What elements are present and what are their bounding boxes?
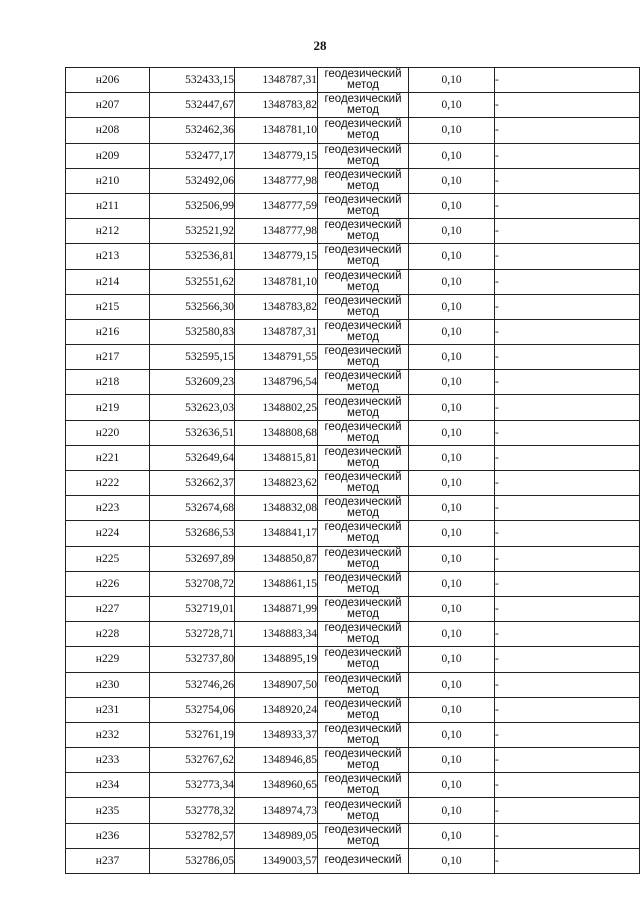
description-cell: - bbox=[495, 521, 640, 546]
y-coordinate-cell: 1348850,87 bbox=[235, 546, 318, 571]
y-coordinate-cell: 1348787,31 bbox=[235, 68, 318, 93]
description-cell: - bbox=[495, 697, 640, 722]
table-row bbox=[66, 445, 640, 470]
precision-cell: 0,10 bbox=[409, 596, 495, 621]
method-text: метод bbox=[347, 154, 379, 167]
precision-cell: 0,10 bbox=[409, 168, 495, 193]
method-text: метод bbox=[347, 431, 379, 444]
y-coordinate-cell: 1348783,82 bbox=[235, 93, 318, 118]
point-id-cell: н216 bbox=[66, 319, 150, 344]
x-coordinate-cell: 532662,37 bbox=[150, 471, 235, 496]
table-row bbox=[66, 244, 640, 269]
x-coordinate-cell: 532623,03 bbox=[150, 395, 235, 420]
point-id-cell: н233 bbox=[66, 748, 150, 773]
precision-cell: 0,10 bbox=[409, 647, 495, 672]
point-id-cell: н230 bbox=[66, 672, 150, 697]
y-coordinate-cell: 1348832,08 bbox=[235, 496, 318, 521]
point-id-cell: н210 bbox=[66, 168, 150, 193]
precision-cell: 0,10 bbox=[409, 370, 495, 395]
point-id-cell: н211 bbox=[66, 193, 150, 218]
y-coordinate-cell: 1348802,25 bbox=[235, 395, 318, 420]
x-coordinate-cell: 532609,23 bbox=[150, 370, 235, 395]
x-coordinate-cell: 532786,05 bbox=[150, 848, 235, 873]
method-text: метод bbox=[347, 456, 379, 469]
point-id-cell: н217 bbox=[66, 345, 150, 370]
method-text: метод bbox=[347, 330, 379, 343]
description-cell: - bbox=[495, 319, 640, 344]
point-id-cell: н231 bbox=[66, 697, 150, 722]
table-row bbox=[66, 571, 640, 596]
method-cell bbox=[318, 546, 409, 571]
x-coordinate-cell: 532746,26 bbox=[150, 672, 235, 697]
x-coordinate-cell: 532778,32 bbox=[150, 798, 235, 823]
x-coordinate-cell: 532477,17 bbox=[150, 143, 235, 168]
x-coordinate-cell: 532697,89 bbox=[150, 546, 235, 571]
method-cell bbox=[318, 370, 409, 395]
point-id-cell: н208 bbox=[66, 118, 150, 143]
x-coordinate-cell: 532506,99 bbox=[150, 193, 235, 218]
method-text: геодезический bbox=[324, 168, 402, 181]
precision-cell: 0,10 bbox=[409, 193, 495, 218]
method-text: метод bbox=[347, 658, 379, 671]
method-text: геодезический bbox=[324, 269, 402, 282]
method-text: метод bbox=[347, 582, 379, 595]
precision-cell: 0,10 bbox=[409, 93, 495, 118]
method-text: геодезический bbox=[324, 773, 402, 786]
y-coordinate-cell: 1348933,37 bbox=[235, 722, 318, 747]
y-coordinate-cell: 1349003,57 bbox=[235, 848, 318, 873]
method-cell bbox=[318, 294, 409, 319]
y-coordinate-cell: 1348871,99 bbox=[235, 596, 318, 621]
x-coordinate-cell: 532580,83 bbox=[150, 319, 235, 344]
x-coordinate-cell: 532433,15 bbox=[150, 68, 235, 93]
description-cell: - bbox=[495, 395, 640, 420]
method-text: геодезический bbox=[324, 319, 402, 332]
method-text: геодезический bbox=[324, 395, 402, 408]
description-cell: - bbox=[495, 294, 640, 319]
x-coordinate-cell: 532737,80 bbox=[150, 647, 235, 672]
description-cell: - bbox=[495, 193, 640, 218]
precision-cell: 0,10 bbox=[409, 697, 495, 722]
precision-cell: 0,10 bbox=[409, 798, 495, 823]
method-text: метод bbox=[347, 129, 379, 142]
precision-cell: 0,10 bbox=[409, 672, 495, 697]
precision-cell: 0,10 bbox=[409, 521, 495, 546]
method-text: метод bbox=[347, 205, 379, 218]
method-text: метод bbox=[347, 280, 379, 293]
point-id-cell: н225 bbox=[66, 546, 150, 571]
method-text: геодезический bbox=[324, 420, 402, 433]
method-text: геодезический bbox=[324, 521, 402, 534]
table-row bbox=[66, 823, 640, 848]
description-cell: - bbox=[495, 722, 640, 747]
x-coordinate-cell: 532521,92 bbox=[150, 219, 235, 244]
description-cell: - bbox=[495, 93, 640, 118]
precision-cell: 0,10 bbox=[409, 118, 495, 143]
table-row bbox=[66, 798, 640, 823]
method-text: метод bbox=[347, 406, 379, 419]
table-row bbox=[66, 168, 640, 193]
x-coordinate-cell: 532708,72 bbox=[150, 571, 235, 596]
precision-cell: 0,10 bbox=[409, 244, 495, 269]
method-text: метод bbox=[347, 708, 379, 721]
method-cell bbox=[318, 647, 409, 672]
precision-cell: 0,10 bbox=[409, 420, 495, 445]
method-text: метод bbox=[347, 784, 379, 797]
point-id-cell: н223 bbox=[66, 496, 150, 521]
x-coordinate-cell: 532566,30 bbox=[150, 294, 235, 319]
y-coordinate-cell: 1348781,10 bbox=[235, 118, 318, 143]
x-coordinate-cell: 532595,15 bbox=[150, 345, 235, 370]
x-coordinate-cell: 532767,62 bbox=[150, 748, 235, 773]
table-body bbox=[66, 68, 640, 874]
method-text: метод bbox=[347, 809, 379, 822]
point-id-cell: н214 bbox=[66, 269, 150, 294]
description-cell: - bbox=[495, 118, 640, 143]
y-coordinate-cell: 1348787,31 bbox=[235, 319, 318, 344]
x-coordinate-cell: 532551,62 bbox=[150, 269, 235, 294]
table-row bbox=[66, 118, 640, 143]
method-text: метод bbox=[347, 179, 379, 192]
x-coordinate-cell: 532674,68 bbox=[150, 496, 235, 521]
description-cell: - bbox=[495, 647, 640, 672]
coordinates-table bbox=[65, 67, 640, 874]
method-text: метод bbox=[347, 608, 379, 621]
method-text: геодезический bbox=[324, 748, 402, 761]
method-cell bbox=[318, 697, 409, 722]
y-coordinate-cell: 1348920,24 bbox=[235, 697, 318, 722]
x-coordinate-cell: 532649,64 bbox=[150, 445, 235, 470]
description-cell: - bbox=[495, 496, 640, 521]
precision-cell: 0,10 bbox=[409, 622, 495, 647]
y-coordinate-cell: 1348946,85 bbox=[235, 748, 318, 773]
method-text: геодезический bbox=[324, 622, 402, 635]
x-coordinate-cell: 532782,57 bbox=[150, 823, 235, 848]
method-text: геодезический bbox=[324, 194, 402, 207]
table-row bbox=[66, 848, 640, 873]
table-row bbox=[66, 193, 640, 218]
description-cell: - bbox=[495, 798, 640, 823]
y-coordinate-cell: 1348841,17 bbox=[235, 521, 318, 546]
y-coordinate-cell: 1348808,68 bbox=[235, 420, 318, 445]
method-text: метод bbox=[347, 834, 379, 847]
y-coordinate-cell: 1348974,73 bbox=[235, 798, 318, 823]
y-coordinate-cell: 1348895,19 bbox=[235, 647, 318, 672]
method-cell bbox=[318, 748, 409, 773]
y-coordinate-cell: 1348783,82 bbox=[235, 294, 318, 319]
method-text: метод bbox=[347, 255, 379, 268]
method-cell bbox=[318, 143, 409, 168]
precision-cell: 0,10 bbox=[409, 319, 495, 344]
table-row bbox=[66, 420, 640, 445]
method-cell bbox=[318, 68, 409, 93]
x-coordinate-cell: 532719,01 bbox=[150, 596, 235, 621]
table-row bbox=[66, 143, 640, 168]
precision-cell: 0,10 bbox=[409, 395, 495, 420]
point-id-cell: н209 bbox=[66, 143, 150, 168]
table-row bbox=[66, 622, 640, 647]
description-cell: - bbox=[495, 370, 640, 395]
method-text: метод bbox=[347, 507, 379, 520]
method-text: метод bbox=[347, 683, 379, 696]
method-cell bbox=[318, 596, 409, 621]
method-cell bbox=[318, 244, 409, 269]
method-text: геодезический bbox=[324, 471, 402, 484]
description-cell: - bbox=[495, 345, 640, 370]
precision-cell: 0,10 bbox=[409, 823, 495, 848]
method-cell bbox=[318, 395, 409, 420]
method-text: геодезический bbox=[324, 697, 402, 710]
table-row bbox=[66, 496, 640, 521]
y-coordinate-cell: 1348777,98 bbox=[235, 168, 318, 193]
x-coordinate-cell: 532754,06 bbox=[150, 697, 235, 722]
method-text: геодезический bbox=[324, 722, 402, 735]
description-cell: - bbox=[495, 823, 640, 848]
description-cell: - bbox=[495, 420, 640, 445]
y-coordinate-cell: 1348796,54 bbox=[235, 370, 318, 395]
method-text: геодезический bbox=[324, 597, 402, 610]
point-id-cell: н222 bbox=[66, 471, 150, 496]
method-cell bbox=[318, 571, 409, 596]
method-cell bbox=[318, 521, 409, 546]
method-text: метод bbox=[347, 104, 379, 117]
table-row bbox=[66, 93, 640, 118]
precision-cell: 0,10 bbox=[409, 471, 495, 496]
x-coordinate-cell: 532462,36 bbox=[150, 118, 235, 143]
method-text: геодезический bbox=[324, 496, 402, 509]
y-coordinate-cell: 1348861,15 bbox=[235, 571, 318, 596]
x-coordinate-cell: 532447,67 bbox=[150, 93, 235, 118]
precision-cell: 0,10 bbox=[409, 68, 495, 93]
method-text: метод bbox=[347, 557, 379, 570]
method-cell bbox=[318, 93, 409, 118]
point-id-cell: н224 bbox=[66, 521, 150, 546]
table-row bbox=[66, 294, 640, 319]
method-cell bbox=[318, 471, 409, 496]
method-cell bbox=[318, 445, 409, 470]
description-cell: - bbox=[495, 672, 640, 697]
method-text: геодезический bbox=[324, 647, 402, 660]
method-text: метод bbox=[347, 759, 379, 772]
method-text: геодезический bbox=[324, 143, 402, 156]
precision-cell: 0,10 bbox=[409, 848, 495, 873]
method-cell bbox=[318, 319, 409, 344]
method-text: метод bbox=[347, 230, 379, 243]
precision-cell: 0,10 bbox=[409, 345, 495, 370]
y-coordinate-cell: 1348815,81 bbox=[235, 445, 318, 470]
description-cell: - bbox=[495, 445, 640, 470]
method-text: метод bbox=[347, 733, 379, 746]
precision-cell: 0,10 bbox=[409, 571, 495, 596]
method-text: геодезический bbox=[324, 546, 402, 559]
description-cell: - bbox=[495, 143, 640, 168]
method-cell bbox=[318, 345, 409, 370]
precision-cell: 0,10 bbox=[409, 496, 495, 521]
table-row bbox=[66, 672, 640, 697]
table-row bbox=[66, 319, 640, 344]
method-cell bbox=[318, 823, 409, 848]
point-id-cell: н218 bbox=[66, 370, 150, 395]
page-number: 28 bbox=[313, 38, 327, 53]
method-text: геодезический bbox=[324, 244, 402, 257]
table-row bbox=[66, 345, 640, 370]
table-row bbox=[66, 596, 640, 621]
precision-cell: 0,10 bbox=[409, 773, 495, 798]
x-coordinate-cell: 532492,06 bbox=[150, 168, 235, 193]
method-cell bbox=[318, 168, 409, 193]
precision-cell: 0,10 bbox=[409, 445, 495, 470]
method-cell bbox=[318, 773, 409, 798]
precision-cell: 0,10 bbox=[409, 143, 495, 168]
method-text: метод bbox=[347, 482, 379, 495]
point-id-cell: н229 bbox=[66, 647, 150, 672]
method-text: геодезический bbox=[324, 370, 402, 383]
method-text: геодезический bbox=[324, 854, 402, 867]
method-cell bbox=[318, 496, 409, 521]
method-cell bbox=[318, 622, 409, 647]
description-cell: - bbox=[495, 269, 640, 294]
point-id-cell: н226 bbox=[66, 571, 150, 596]
method-text: геодезический bbox=[324, 445, 402, 458]
point-id-cell: н213 bbox=[66, 244, 150, 269]
table-row bbox=[66, 748, 640, 773]
method-cell bbox=[318, 798, 409, 823]
point-id-cell: н219 bbox=[66, 395, 150, 420]
table-row bbox=[66, 521, 640, 546]
precision-cell: 0,10 bbox=[409, 722, 495, 747]
method-text: геодезический bbox=[324, 118, 402, 131]
point-id-cell: н221 bbox=[66, 445, 150, 470]
point-id-cell: н206 bbox=[66, 68, 150, 93]
table-row bbox=[66, 219, 640, 244]
table-row bbox=[66, 722, 640, 747]
method-cell bbox=[318, 193, 409, 218]
description-cell: - bbox=[495, 168, 640, 193]
table-row bbox=[66, 773, 640, 798]
method-cell bbox=[318, 672, 409, 697]
description-cell: - bbox=[495, 471, 640, 496]
precision-cell: 0,10 bbox=[409, 219, 495, 244]
method-cell bbox=[318, 219, 409, 244]
y-coordinate-cell: 1348989,05 bbox=[235, 823, 318, 848]
point-id-cell: н234 bbox=[66, 773, 150, 798]
point-id-cell: н236 bbox=[66, 823, 150, 848]
y-coordinate-cell: 1348779,15 bbox=[235, 244, 318, 269]
y-coordinate-cell: 1348791,55 bbox=[235, 345, 318, 370]
method-text: метод bbox=[347, 633, 379, 646]
description-cell: - bbox=[495, 773, 640, 798]
table-row bbox=[66, 370, 640, 395]
description-cell: - bbox=[495, 68, 640, 93]
method-text: геодезический bbox=[324, 798, 402, 811]
method-text: метод bbox=[347, 79, 379, 92]
y-coordinate-cell: 1348907,50 bbox=[235, 672, 318, 697]
point-id-cell: н227 bbox=[66, 596, 150, 621]
description-cell: - bbox=[495, 219, 640, 244]
table-row bbox=[66, 395, 640, 420]
precision-cell: 0,10 bbox=[409, 748, 495, 773]
point-id-cell: н220 bbox=[66, 420, 150, 445]
precision-cell: 0,10 bbox=[409, 294, 495, 319]
table-row bbox=[66, 647, 640, 672]
y-coordinate-cell: 1348823,62 bbox=[235, 471, 318, 496]
x-coordinate-cell: 532686,53 bbox=[150, 521, 235, 546]
description-cell: - bbox=[495, 546, 640, 571]
point-id-cell: н215 bbox=[66, 294, 150, 319]
method-text: геодезический bbox=[324, 294, 402, 307]
description-cell: - bbox=[495, 596, 640, 621]
description-cell: - bbox=[495, 244, 640, 269]
table-row bbox=[66, 68, 640, 93]
method-cell bbox=[318, 420, 409, 445]
precision-cell: 0,10 bbox=[409, 269, 495, 294]
x-coordinate-cell: 532536,81 bbox=[150, 244, 235, 269]
method-text: метод bbox=[347, 381, 379, 394]
y-coordinate-cell: 1348777,98 bbox=[235, 219, 318, 244]
table-row bbox=[66, 269, 640, 294]
y-coordinate-cell: 1348960,65 bbox=[235, 773, 318, 798]
method-cell bbox=[318, 722, 409, 747]
y-coordinate-cell: 1348883,34 bbox=[235, 622, 318, 647]
x-coordinate-cell: 532728,71 bbox=[150, 622, 235, 647]
method-text: геодезический bbox=[324, 219, 402, 232]
method-text: геодезический bbox=[324, 345, 402, 358]
description-cell: - bbox=[495, 848, 640, 873]
table-row bbox=[66, 697, 640, 722]
x-coordinate-cell: 532761,19 bbox=[150, 722, 235, 747]
y-coordinate-cell: 1348781,10 bbox=[235, 269, 318, 294]
y-coordinate-cell: 1348777,59 bbox=[235, 193, 318, 218]
point-id-cell: н232 bbox=[66, 722, 150, 747]
description-cell: - bbox=[495, 748, 640, 773]
description-cell: - bbox=[495, 622, 640, 647]
point-id-cell: н207 bbox=[66, 93, 150, 118]
method-text: метод bbox=[347, 532, 379, 545]
method-cell bbox=[318, 848, 409, 873]
x-coordinate-cell: 532636,51 bbox=[150, 420, 235, 445]
method-cell bbox=[318, 269, 409, 294]
precision-cell: 0,10 bbox=[409, 546, 495, 571]
method-text: геодезический bbox=[324, 571, 402, 584]
method-text: геодезический bbox=[324, 93, 402, 106]
method-text: метод bbox=[347, 305, 379, 318]
table-row bbox=[66, 471, 640, 496]
y-coordinate-cell: 1348779,15 bbox=[235, 143, 318, 168]
method-text: геодезический bbox=[324, 68, 402, 81]
method-text: метод bbox=[347, 356, 379, 369]
point-id-cell: н228 bbox=[66, 622, 150, 647]
method-text: геодезический bbox=[324, 823, 402, 836]
method-text: геодезический bbox=[324, 672, 402, 685]
point-id-cell: н237 bbox=[66, 848, 150, 873]
x-coordinate-cell: 532773,34 bbox=[150, 773, 235, 798]
method-cell bbox=[318, 118, 409, 143]
table-row bbox=[66, 546, 640, 571]
point-id-cell: н235 bbox=[66, 798, 150, 823]
point-id-cell: н212 bbox=[66, 219, 150, 244]
description-cell: - bbox=[495, 571, 640, 596]
